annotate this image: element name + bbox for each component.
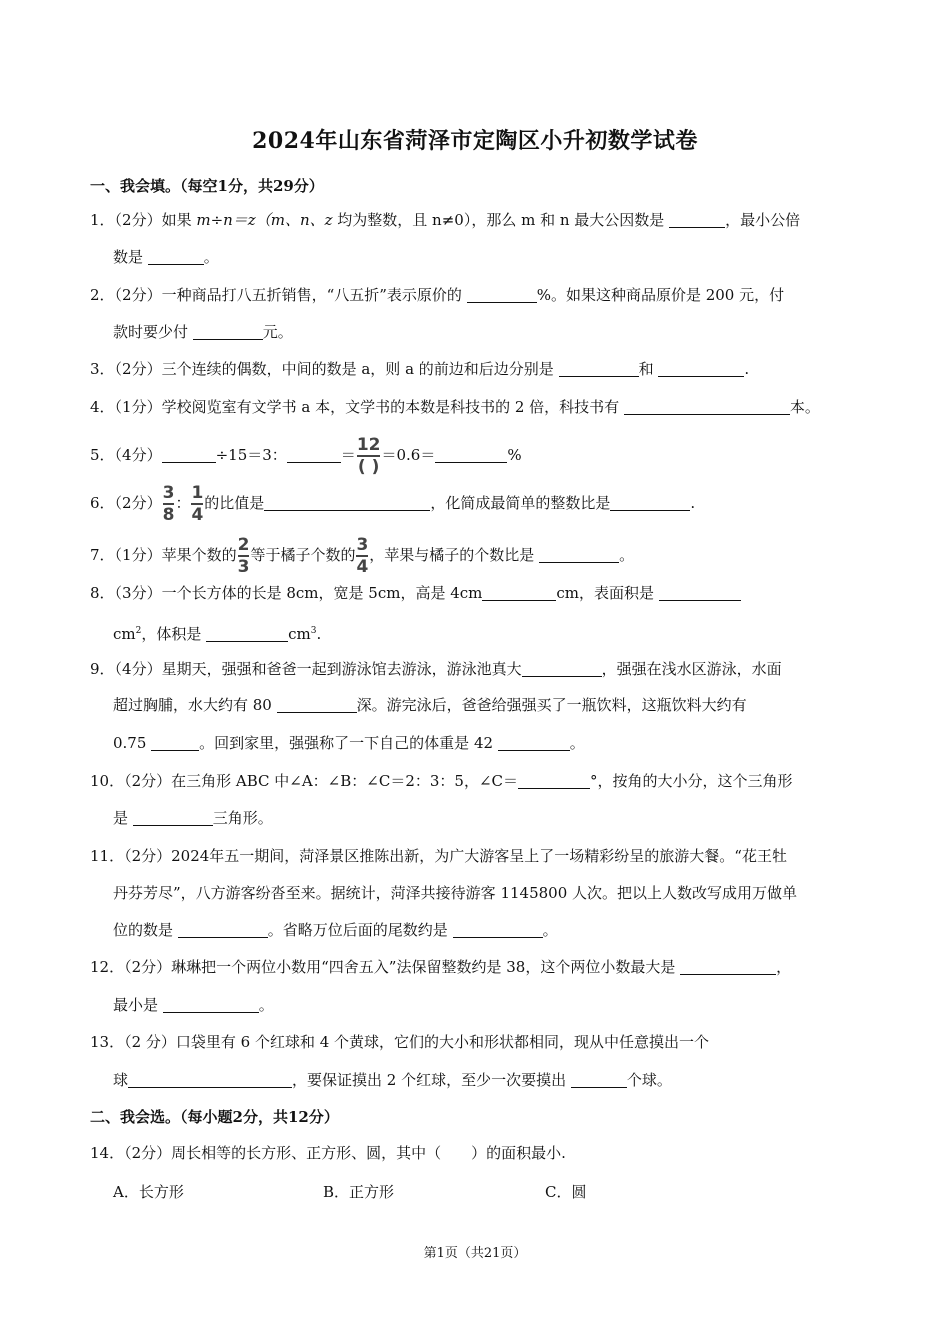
answer-blank[interactable] (193, 323, 263, 340)
answer-blank[interactable] (128, 1071, 292, 1088)
section-fill-in-heading: 一、我会填。（每空1分，共29分） (90, 177, 324, 195)
answer-blank[interactable] (571, 1071, 627, 1088)
question-14: 14．（2分）周长相等的长方形、正方形、圆，其中（ ）的面积最小. (90, 1144, 566, 1162)
answer-blank[interactable] (162, 446, 216, 463)
answer-blank[interactable] (482, 584, 556, 601)
page-footer: 第1页（共21页） (423, 1246, 527, 1261)
answer-blank[interactable] (133, 809, 213, 826)
answer-blank[interactable] (658, 360, 744, 377)
option-a[interactable]: A．长方形 (113, 1183, 184, 1201)
question-11-line-3: 位的数是 。省略万位后面的尾数约是 。 (113, 921, 558, 939)
question-9-line-3: 0.75 。回到家里，强强称了一下自己的体重是 42 。 (113, 734, 585, 752)
question-3: 3．（2分）三个连续的偶数，中间的数是 a，则 a 的前边和后边分别是 和 . (90, 360, 750, 378)
question-8-line-1: 8．（3分）一个长方体的长是 8cm，宽是 5cm，高是 4cm cm，表面积是 (90, 583, 862, 603)
question-11-line-1: 11．（2分）2024年五一期间，菏泽景区推陈出新，为广大游客呈上了一场精彩纷呈的旅游大餐。“花王牡 (90, 847, 787, 865)
answer-blank[interactable] (277, 696, 357, 713)
question-13-line-1: 13．（2 分）口袋里有 6 个红球和 4 个黄球，它们的大小和形状都相同，现从中任意摸出一个 (90, 1033, 710, 1051)
answer-blank[interactable] (498, 734, 570, 751)
option-c[interactable]: C．圆 (545, 1183, 587, 1201)
question-11-line-2: 丹芬芳尽”，八方游客纷沓至来。据统计，菏泽共接待游客 1145800 人次。把以上人数改写成用万做单 (113, 884, 798, 902)
fraction-1-4: $\frac{1}{4}$ (191, 483, 204, 525)
answer-blank[interactable] (522, 660, 602, 677)
question-4: 4．（1分）学校阅览室有文学书 a 本，文学书的本数是科技书的 2 倍，科技书有 本。 (90, 398, 820, 416)
answer-blank[interactable] (680, 958, 776, 975)
answer-blank[interactable] (151, 734, 199, 751)
fraction-3-8: $\frac{3}{8}$ (162, 483, 175, 525)
answer-blank[interactable] (163, 996, 259, 1013)
question-6: 6．（2分） $\frac{3}{8}$ ： $\frac{1}{4}$ 的比值是 ，化简成最简单的整数比是 . (90, 483, 696, 525)
question-2-line-2: 款时要少付 元。 (113, 323, 293, 341)
answer-blank[interactable] (624, 398, 790, 415)
answer-blank[interactable] (518, 772, 590, 789)
fraction-3-4: $\frac{3}{4}$ (356, 535, 369, 577)
question-8-line-2: $cm^2$，体积是 $cm^3$. (113, 625, 322, 643)
question-9-line-2: 超过胸脯，水大约有 80 深。游完泳后，爸爸给强强买了一瓶饮料，这瓶饮料大约有 (113, 696, 747, 714)
answer-blank[interactable] (206, 625, 288, 642)
answer-blank[interactable] (669, 211, 725, 228)
answer-blank[interactable] (264, 494, 430, 511)
answer-blank[interactable] (539, 546, 619, 563)
answer-blank[interactable] (148, 248, 204, 265)
answer-blank[interactable] (610, 494, 690, 511)
answer-blank[interactable] (659, 584, 741, 601)
question-2-line-1: 2．（2分）一种商品打八五折销售，“八五折”表示原价的 %。如果这种商品原价是 200 元，付 (90, 286, 785, 304)
question-7: 7．（1分）苹果个数的 $\frac{2}{3}$ 等于橘子个数的 $\frac{3}{4}$ ，苹果与橘子的个数比是 。 (90, 535, 635, 577)
question-9-line-1: 9．（4分）星期天，强强和爸爸一起到游泳馆去游泳，游泳池真大 ，强强在浅水区游泳，水面 (90, 660, 782, 678)
question-13-line-2: 球 ，要保证摸出 2 个红球，至少一次要摸出 个球。 (113, 1071, 672, 1089)
answer-blank[interactable] (453, 921, 543, 938)
fraction-2-3: $\frac{2}{3}$ (237, 535, 250, 577)
option-b[interactable]: B．正方形 (323, 1183, 395, 1201)
question-12-line-1: 12．（2分）琳琳把一个两位小数用“四舍五入”法保留整数约是 38，这个两位小数最大是 ， (90, 958, 792, 976)
exam-title: 2024年山东省菏泽市定陶区小升初数学试卷 (252, 128, 698, 154)
question-1-line-1: 1．（2分）如果 m÷n＝z（m、n、z 均为整数，且 n≠0），那么 m 和 n 最大公因数是 ，最小公倍 (90, 211, 801, 229)
question-5: 5．（4分） ÷15＝3： ＝ $\frac{12}{( )}$ ＝0.6＝ % (90, 435, 522, 477)
answer-blank[interactable] (559, 360, 639, 377)
question-10-line-2: 是 三角形。 (113, 809, 273, 827)
fraction-12-over-blank: $\frac{12}{( )}$ (356, 435, 381, 477)
section-choice-heading: 二、我会选。（每小题2分，共12分） (90, 1108, 339, 1126)
answer-blank[interactable] (178, 921, 268, 938)
question-12-line-2: 最小是 。 (113, 996, 274, 1014)
question-1-line-2: 数是 。 (113, 248, 219, 266)
question-10-line-1: 10．（2分）在三角形 ABC 中∠A：∠B：∠C＝2：3：5，∠C＝ °，按角的大小分，这个三角形 (90, 772, 793, 790)
answer-blank[interactable] (435, 446, 507, 463)
answer-blank[interactable] (287, 446, 341, 463)
answer-blank[interactable] (467, 286, 537, 303)
